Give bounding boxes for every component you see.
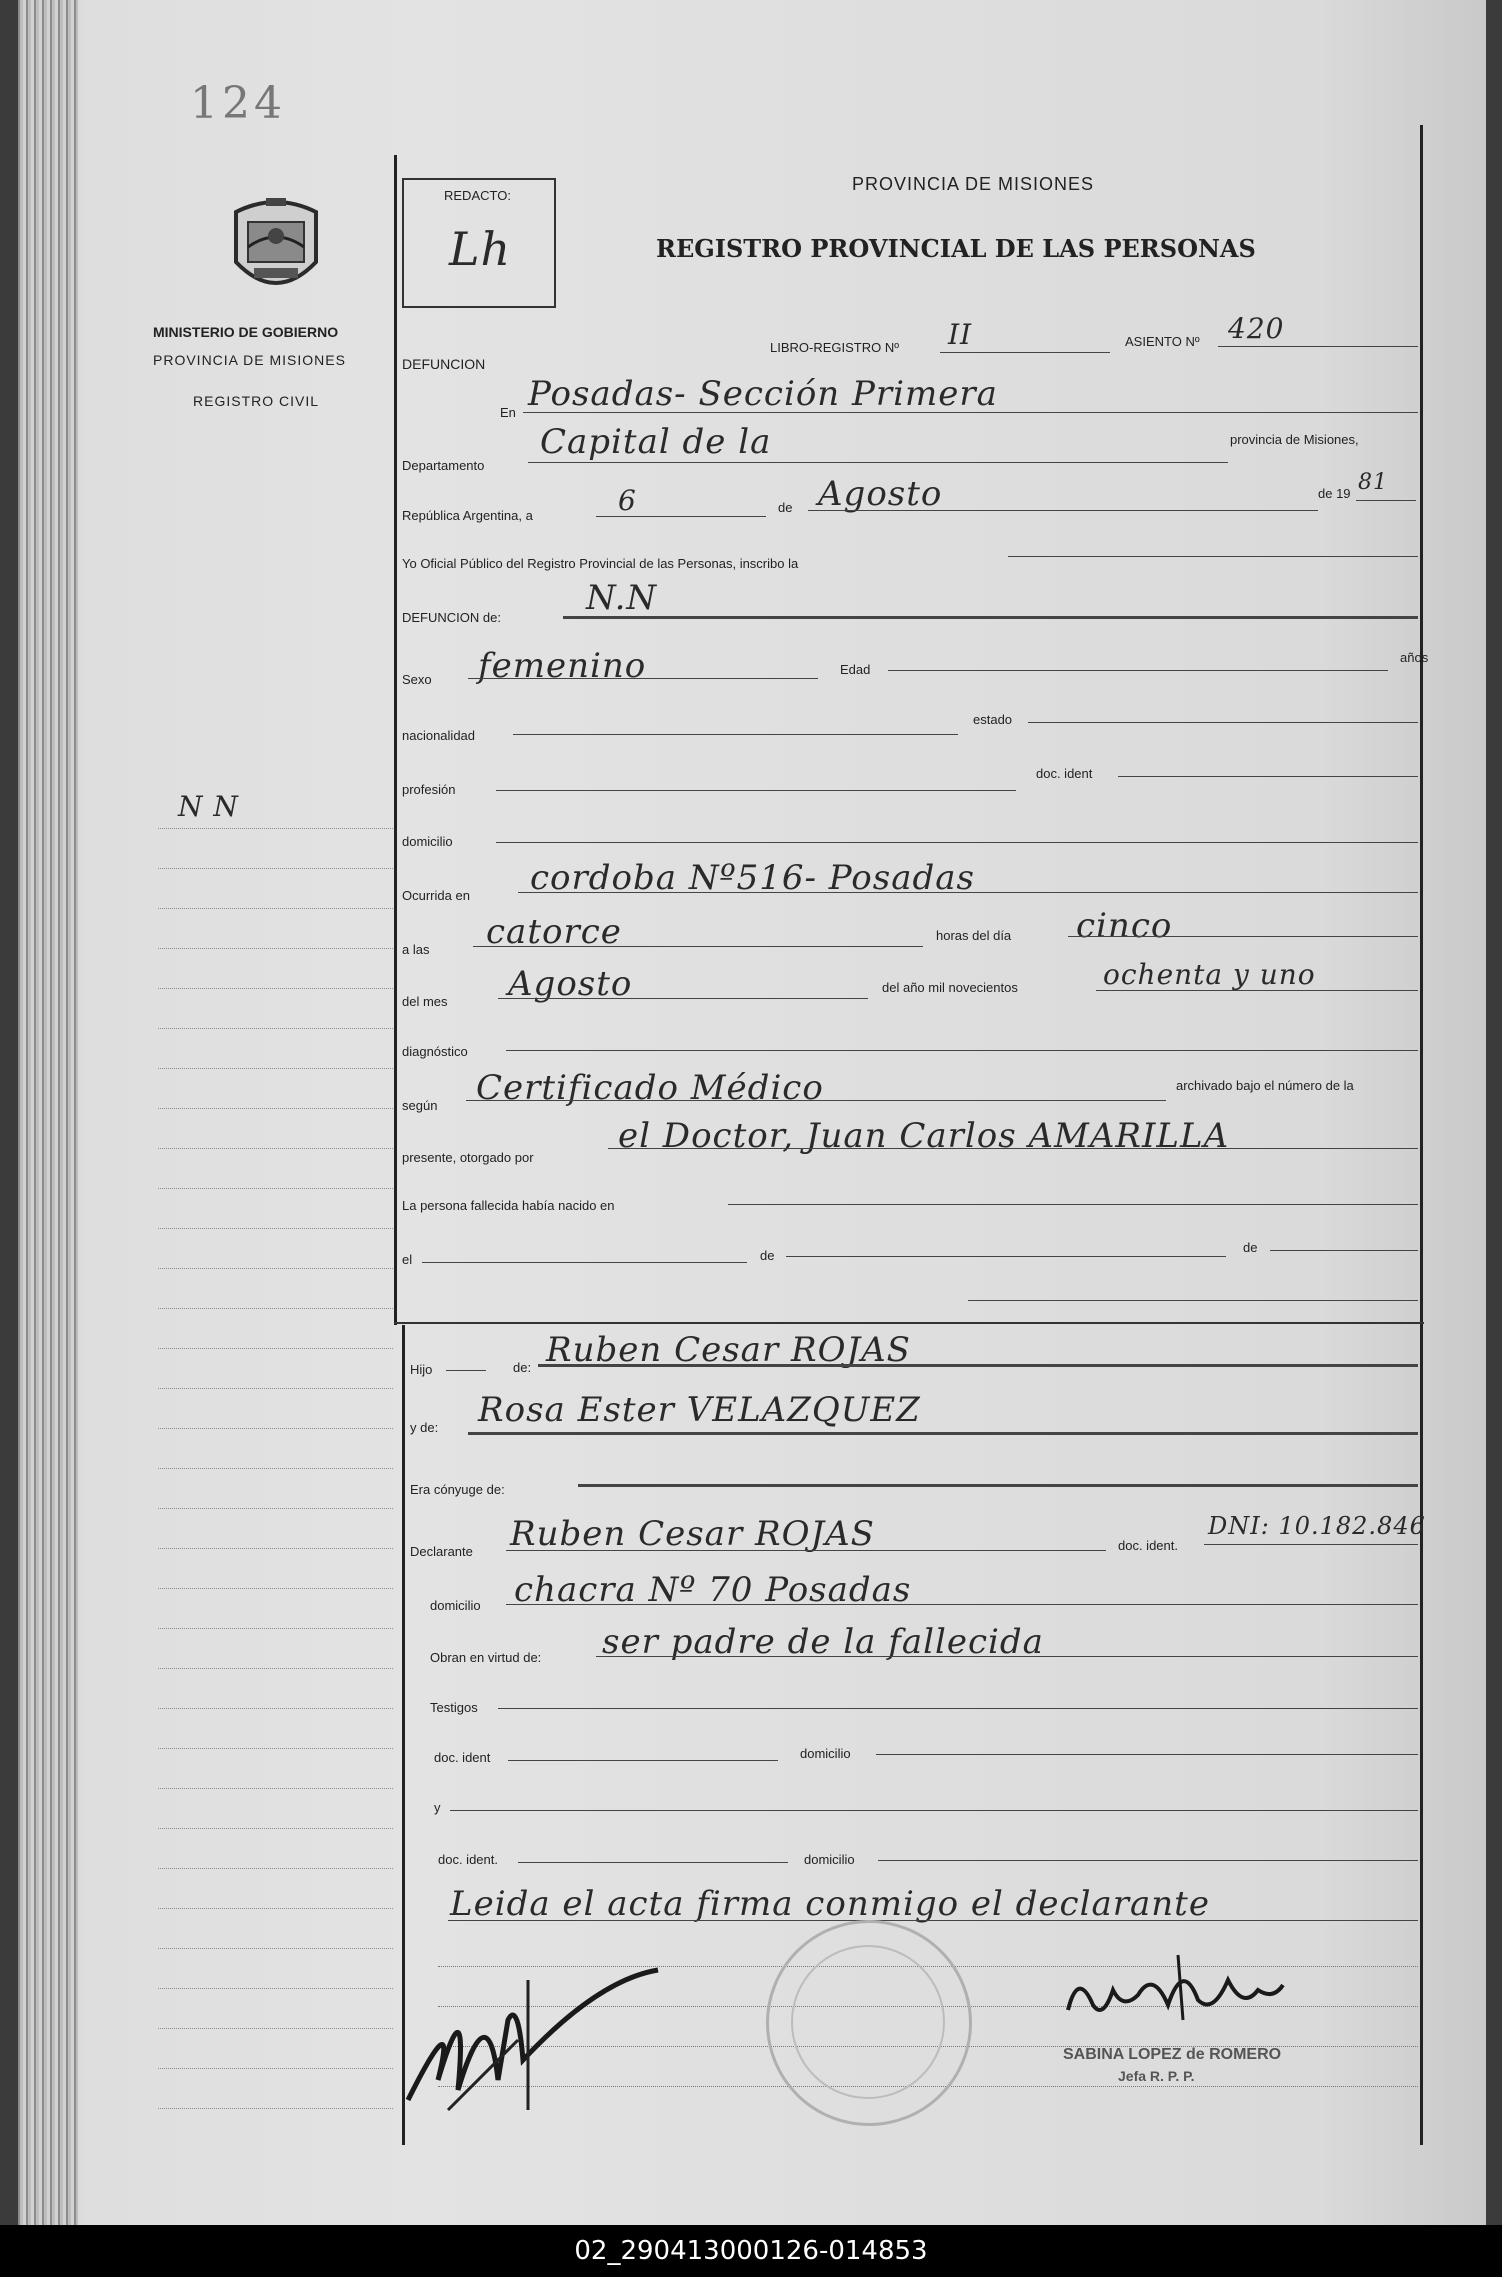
domicilio2-value: chacra Nº 70 Posadas [514, 1570, 912, 1610]
frame-left-line [394, 155, 397, 1325]
domicilio2-label: domicilio [430, 1598, 481, 1613]
estado-label: estado [973, 712, 1013, 727]
dia-value: cinco [1076, 906, 1173, 946]
segun-value: Certificado Médico [476, 1068, 824, 1108]
departamento-label: Departamento [402, 458, 485, 473]
testigos-label: Testigos [430, 1700, 478, 1715]
en-label: En [500, 405, 516, 420]
ano-mil-label: del año mil novecientos [882, 980, 1018, 995]
declarante-doc-label: doc. ident. [1118, 1538, 1178, 1553]
province-label-left: PROVINCIA DE MISIONES [153, 352, 346, 368]
republica-label: República Argentina, a [402, 508, 533, 523]
declarante-value: Ruben Cesar ROJAS [510, 1514, 875, 1554]
ano-value: ochenta y uno [1103, 958, 1316, 991]
fecha-month: Agosto [818, 474, 943, 514]
section-divider [394, 1322, 1424, 1324]
ocurrida-value: cordoba Nº516- Posadas [530, 858, 975, 898]
doc1-domicilio-label: domicilio [800, 1746, 851, 1761]
doc2-label: doc. ident. [438, 1852, 498, 1867]
redacto-label: REDACTO: [444, 188, 511, 203]
book-spine [18, 0, 78, 2225]
declarante-doc-value: DNI: 10.182.846 [1208, 1512, 1426, 1540]
yo-oficial-label: Yo Oficial Público del Registro Provincial de las Personas, inscribo la [402, 556, 799, 571]
mes-value: Agosto [508, 964, 633, 1004]
presente-value: el Doctor, Juan Carlos AMARILLA [618, 1116, 1230, 1156]
doc2-domicilio-label: domicilio [804, 1852, 855, 1867]
official-name: SABINA LOPEZ de ROMERO [1063, 2046, 1282, 2063]
official-title: Jefa R. P. P. [1118, 2068, 1195, 2084]
redacto-initials: Lh [449, 222, 512, 276]
horas-dia-label: horas del día [936, 928, 1012, 943]
conyuge-label: Era cónyuge de: [410, 1482, 505, 1497]
madre-value: Rosa Ester VELAZQUEZ [478, 1390, 921, 1430]
declarante-signature-icon [398, 1960, 758, 2120]
archivado-label: archivado bajo el número de la [1176, 1078, 1354, 1093]
frame-right-line [1420, 125, 1423, 2145]
edad-label: Edad [840, 662, 871, 677]
departamento-value: Capital de la [540, 422, 772, 462]
hijo-label: Hijo [410, 1362, 433, 1377]
hijo-de-label: de: [513, 1360, 532, 1375]
leida-text: Leida el acta firma conmigo el declarante [450, 1884, 1210, 1924]
nacionalidad-label: nacionalidad [402, 728, 476, 743]
profesion-label: profesión [402, 782, 456, 797]
obran-label: Obran en virtud de: [430, 1650, 542, 1665]
libro-label: LIBRO-REGISTRO Nº [770, 340, 899, 355]
segun-label: según [402, 1098, 438, 1113]
presente-label: presente, otorgado por [402, 1150, 534, 1165]
libro-value: II [948, 318, 973, 351]
fecha-year: 81 [1358, 470, 1388, 495]
doc-ident-label: doc. ident [1036, 766, 1093, 781]
el-de1-label: de [760, 1248, 775, 1263]
oficial-signature-icon [1058, 1950, 1288, 2040]
ministry-label: MINISTERIO DE GOBIERNO [153, 324, 339, 340]
el-de2-label: de [1243, 1240, 1258, 1255]
act-type-label: DEFUNCION [402, 356, 486, 372]
y-de-label: y de: [410, 1420, 439, 1435]
page-number: 124 [190, 78, 286, 129]
fecha-year-label: de 19 [1318, 486, 1351, 501]
declarante-label: Declarante [410, 1544, 473, 1559]
y-label: y [434, 1800, 441, 1815]
image-caption: 02_290413000126-014853 [0, 2225, 1502, 2277]
defuncion-de-value: N.N [586, 578, 658, 618]
a-las-value: catorce [486, 912, 622, 952]
coat-of-arms-icon [228, 192, 324, 304]
defuncion-de-label: DEFUNCION de: [402, 610, 501, 625]
anos-label: años [1400, 650, 1429, 665]
ocurrida-label: Ocurrida en [402, 888, 470, 903]
sexo-label: Sexo [402, 672, 432, 687]
nacido-en-label: La persona fallecida había nacido en [402, 1198, 615, 1213]
padre-value: Ruben Cesar ROJAS [546, 1330, 911, 1370]
official-stamp [766, 1920, 972, 2126]
redacto-box [402, 178, 556, 308]
register-page [18, 0, 1486, 2225]
asiento-label: ASIENTO Nº [1125, 334, 1200, 349]
domicilio-label: domicilio [402, 834, 453, 849]
province-header: PROVINCIA DE MISIONES [852, 174, 1095, 194]
sexo-value: femenino [478, 646, 647, 686]
registro-civil-label: REGISTRO CIVIL [193, 393, 320, 409]
doc1-label: doc. ident [434, 1750, 491, 1765]
provincia-suffix: provincia de Misiones, [1230, 432, 1359, 447]
margin-name: N N [178, 790, 239, 823]
fecha-day: 6 [618, 484, 637, 517]
diagnostico-label: diagnóstico [402, 1044, 468, 1059]
del-mes-label: del mes [402, 994, 448, 1009]
obran-value: ser padre de la fallecida [602, 1622, 1044, 1662]
fecha-de-label: de [778, 500, 793, 515]
asiento-value: 420 [1228, 312, 1285, 345]
el-label: el [402, 1252, 413, 1267]
registry-title: REGISTRO PROVINCIAL DE LAS PERSONAS [656, 234, 1256, 263]
a-las-label: a las [402, 942, 430, 957]
en-value: Posadas- Sección Primera [528, 374, 998, 414]
